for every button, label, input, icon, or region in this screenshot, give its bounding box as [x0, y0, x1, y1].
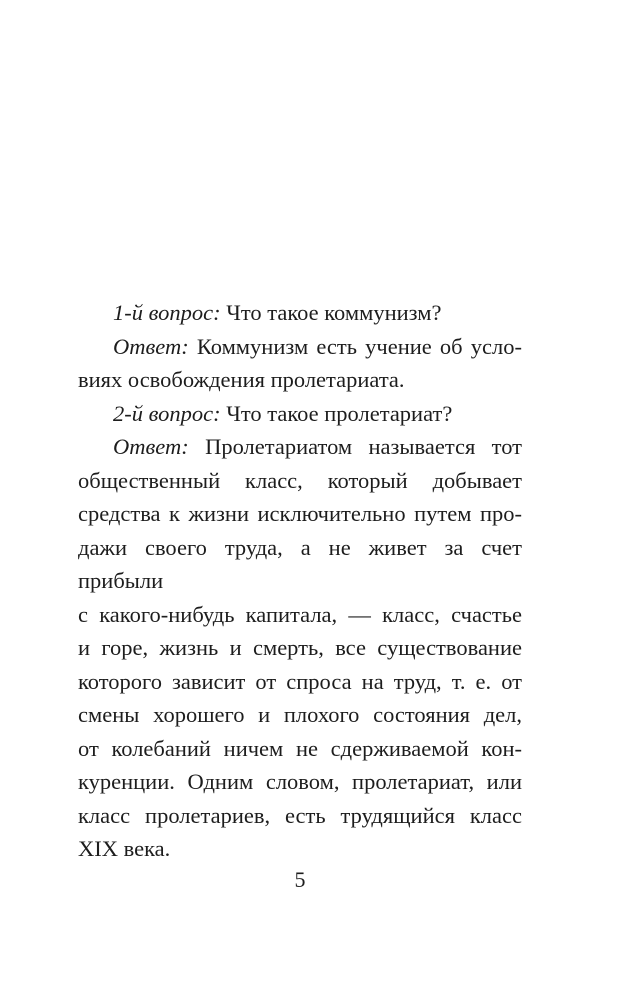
- line-text: с какого-нибудь капитала, — класс, счастье: [78, 601, 522, 627]
- line-text: общественный класс, который добывает: [78, 467, 522, 493]
- line-text: дажи своего труда, а не живет за счет прибыли: [78, 534, 522, 593]
- text-line: [78, 665, 522, 699]
- page-text: [78, 296, 522, 866]
- line-text: класс пролетариев, есть трудящийся класс: [78, 802, 522, 828]
- line-text: и горе, жизнь и смерть, все существование: [78, 635, 522, 660]
- text-line: [78, 631, 522, 665]
- line-text: виях освобождения пролетариата.: [78, 367, 405, 392]
- text-line: [78, 765, 522, 799]
- line-text: Коммунизм есть учение об усло-: [188, 333, 522, 359]
- question-label: 1-й вопрос:: [113, 300, 221, 325]
- line-text: Что такое коммунизм?: [220, 300, 442, 325]
- line-text: смены хорошего и плохого состояния дел,: [78, 702, 522, 727]
- answer-label: Ответ:: [113, 333, 189, 359]
- text-line: [78, 430, 522, 464]
- line-text: средства к жизни исключительно путем про-: [78, 501, 522, 526]
- text-line: [78, 832, 522, 866]
- line-text: Что такое пролетариат?: [220, 400, 453, 426]
- text-line: [78, 497, 522, 531]
- question-label: 2-й вопрос:: [113, 400, 221, 426]
- line-text: Пролетариатом называется тот: [188, 434, 522, 459]
- text-line: [78, 799, 522, 833]
- text-line: [78, 330, 522, 364]
- line-text: куренции. Одним словом, пролетариат, или: [78, 769, 522, 794]
- text-line: [78, 598, 522, 632]
- text-line: [78, 464, 522, 498]
- text-line: [78, 732, 522, 766]
- text-line: [78, 296, 522, 330]
- page-number: 5: [294, 867, 306, 892]
- line-text: которого зависит от спроса на труд, т. е. от: [78, 668, 522, 694]
- answer-label: Ответ:: [113, 434, 189, 459]
- text-line: [78, 531, 522, 598]
- text-line: [78, 397, 522, 431]
- text-line: [78, 698, 522, 732]
- text-line: [78, 363, 522, 397]
- line-text: XIX века.: [78, 836, 171, 861]
- line-text: от колебаний ничем не сдерживаемой кон-: [78, 735, 522, 761]
